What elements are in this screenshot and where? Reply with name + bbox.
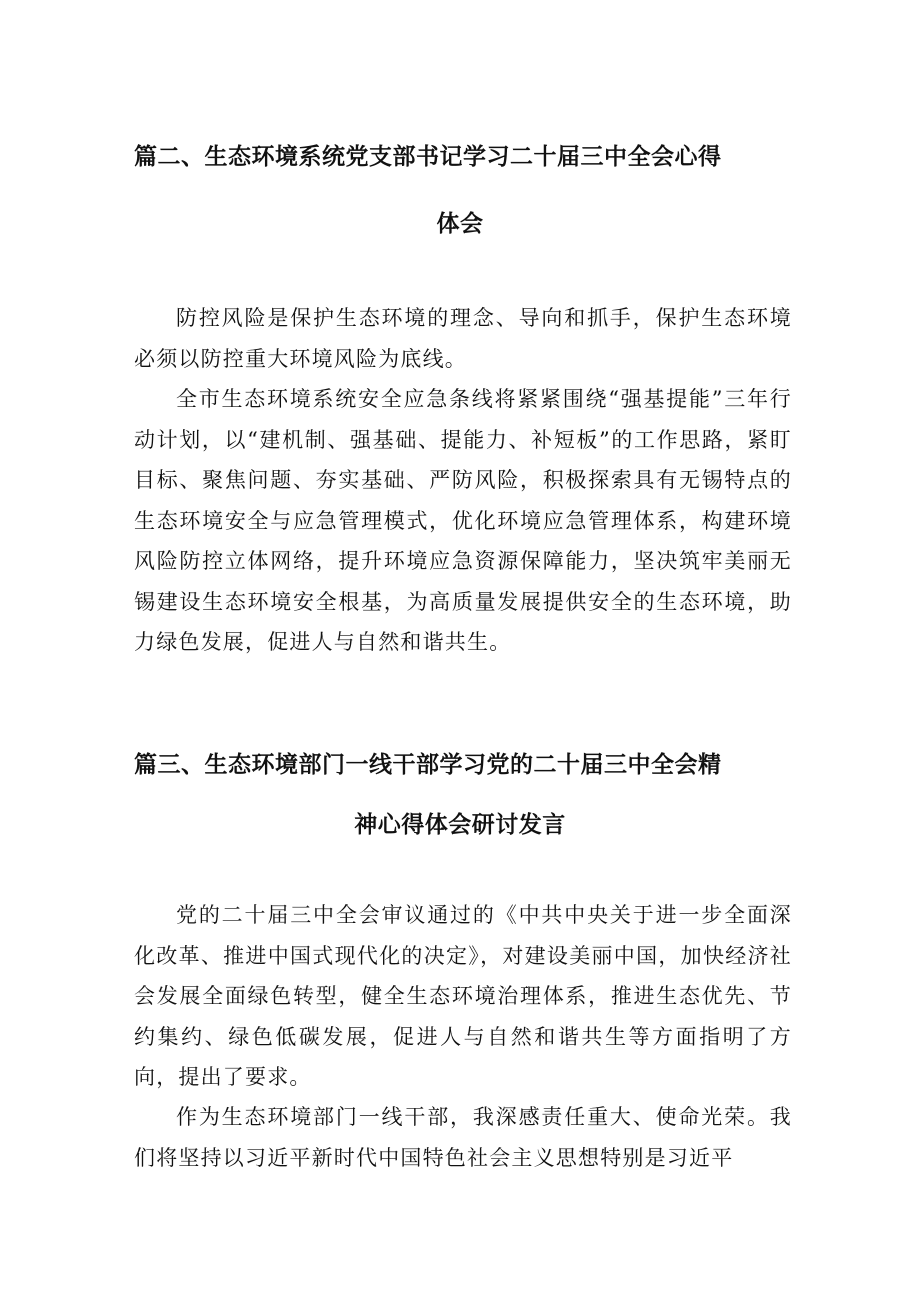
section2-title-line1: 篇二、生态环境系统党支部书记学习二十届三中全会心得 bbox=[134, 144, 722, 170]
section2-paragraph-2: 全市生态环境系统安全应急条线将紧紧围绕“强基提能”三年行动计划，以“建机制、强基础、提能力、补短板”的工作思路，紧盯目标、聚焦问题、夯实基础、严防风险，积极探索具有无锡特点的生态环境安全与应急管理模式，优化环境应急管理体系，构建环境风险防控立体网络，提升环境应急资源保障能力，坚决筑牢美丽无锡建设生态环境安全根基，为高质量发展提供安全的生态环境，助力绿色发展，促进人与自然和谐共生。 bbox=[134, 387, 792, 654]
section3-title-line1: 篇三、生态环境部门一线干部学习党的二十届三中全会精 bbox=[134, 752, 722, 778]
section2-title-line2: 体会 bbox=[436, 211, 484, 237]
section2-paragraph-1: 防控风险是保护生态环境的理念、导向和抓手，保护生态环境必须以防控重大环境风险为底线。 bbox=[134, 306, 792, 371]
section3-paragraph-2: 作为生态环境部门一线干部，我深感责任重大、使命光荣。我们将坚持以习近平新时代中国特色社会主义思想特别是习近平 bbox=[134, 1105, 792, 1170]
section3-title-line2: 神心得体会研讨发言 bbox=[354, 812, 566, 838]
section3-paragraph-1: 党的二十届三中全会审议通过的《中共中央关于进一步全面深化改革、推进中国式现代化的决定》，对建设美丽中国，加快经济社会发展全面绿色转型，健全生态环境治理体系，推进生态优先、节约集约、绿色低碳发展，促进人与自然和谐共生等方面指明了方向，提出了要求。 bbox=[134, 903, 792, 1089]
